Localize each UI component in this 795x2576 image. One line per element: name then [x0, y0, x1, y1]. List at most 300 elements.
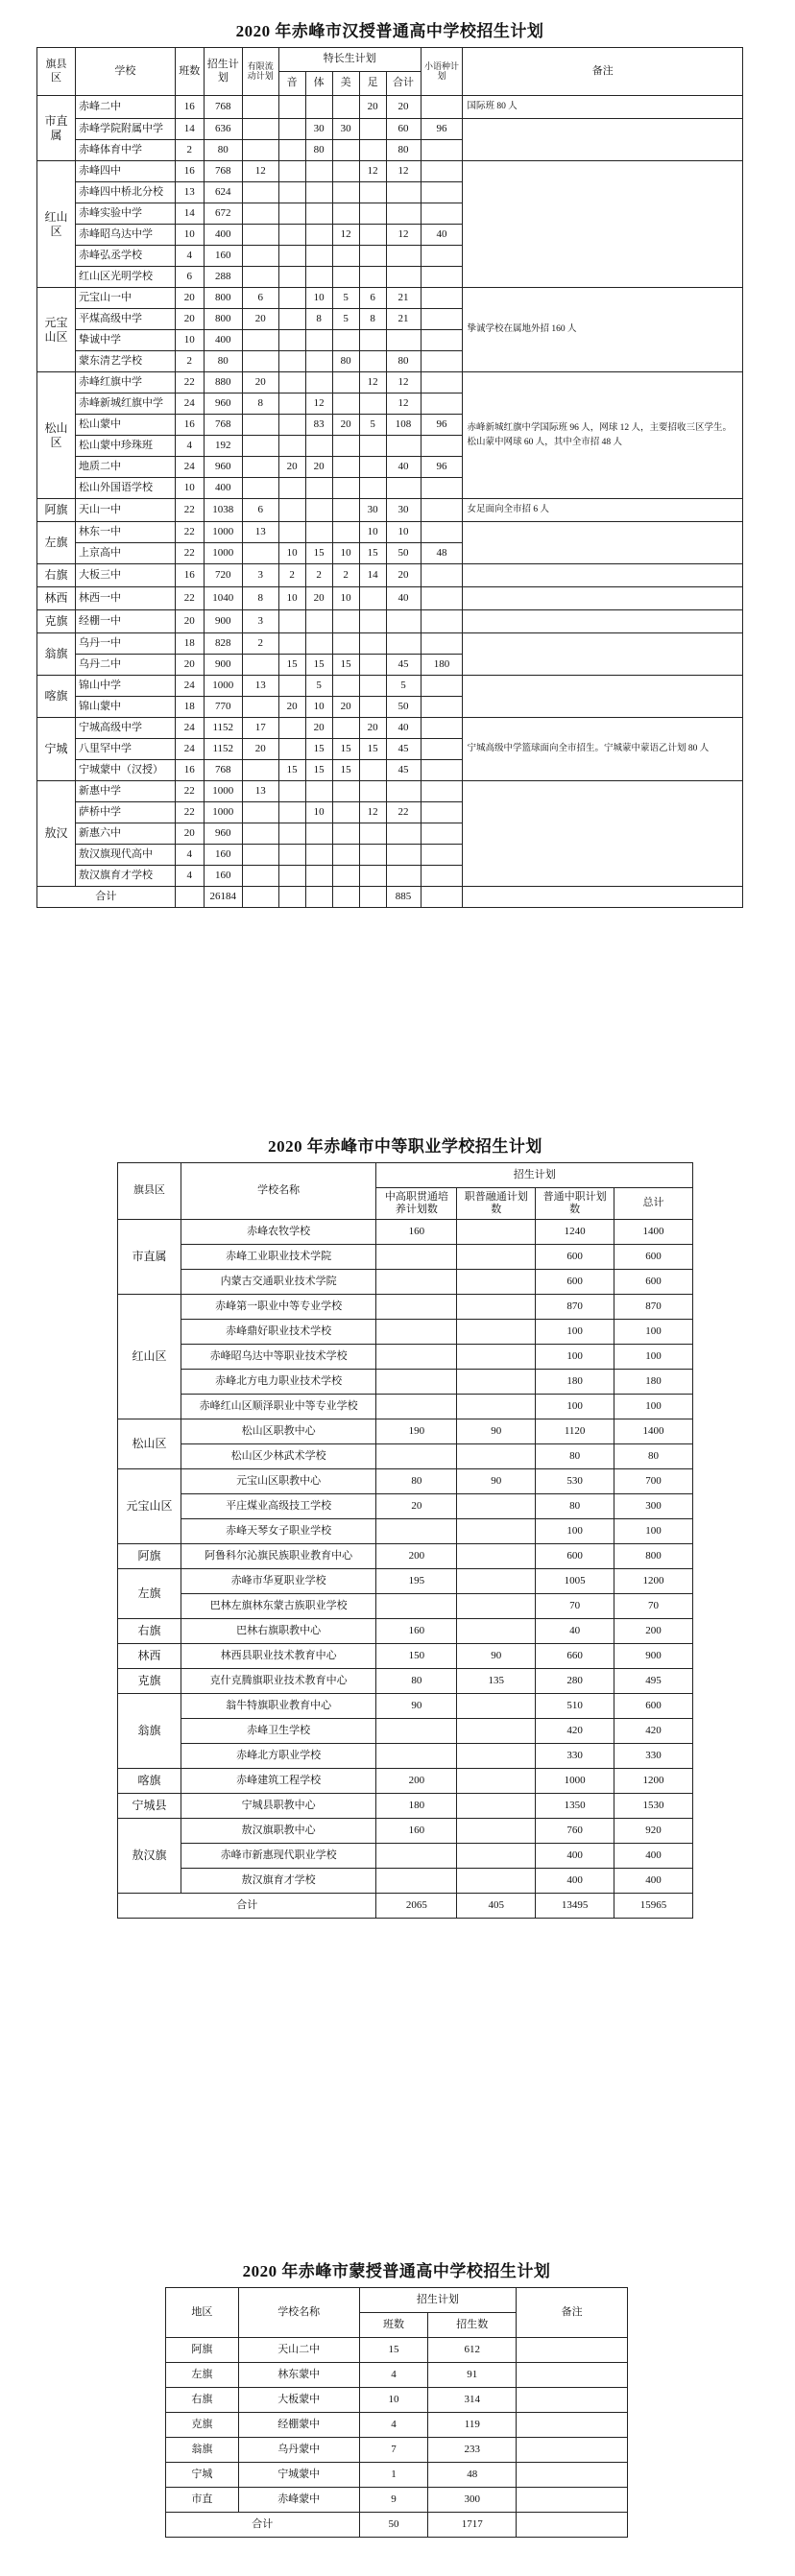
flow-plan	[242, 96, 278, 119]
special-music	[278, 119, 305, 140]
school-name: 上京高中	[75, 543, 175, 564]
remark-cell	[463, 781, 743, 887]
flow-plan	[242, 330, 278, 351]
col-music: 音	[278, 72, 305, 96]
col-school: 学校名称	[238, 2288, 359, 2338]
special-music	[278, 140, 305, 161]
total-plan: 80	[614, 1444, 693, 1469]
district-cell: 克旗	[37, 610, 76, 633]
total-all: 15965	[614, 1894, 693, 1919]
special-art	[332, 203, 359, 225]
special-subtotal: 40	[386, 718, 421, 739]
regular-plan: 1350	[536, 1794, 614, 1819]
mengshou-table	[165, 2287, 628, 2538]
school-name: 乌丹蒙中	[238, 2438, 359, 2463]
col-merge: 职普融通计划数	[457, 1188, 536, 1220]
special-art	[332, 610, 359, 633]
class-count: 2	[175, 140, 204, 161]
table-row	[118, 1719, 693, 1744]
gaozhong-table	[36, 47, 743, 908]
regular-plan: 600	[536, 1270, 614, 1295]
enroll-plan: 1152	[204, 718, 242, 739]
regular-plan: 100	[536, 1345, 614, 1370]
special-music	[278, 351, 305, 372]
special-football: 30	[359, 499, 386, 522]
class-count: 7	[359, 2438, 428, 2463]
special-subtotal: 21	[386, 288, 421, 309]
integrated-plan: 90	[376, 1694, 457, 1719]
class-count: 4	[359, 2413, 428, 2438]
minor-lang-plan: 96	[421, 119, 463, 140]
blank-cell	[332, 887, 359, 908]
gaozhong-title: 2020 年赤峰市汉授普通高中学校招生计划	[235, 22, 544, 40]
special-music	[278, 96, 305, 119]
integrated-plan	[376, 1295, 457, 1320]
merge-plan	[457, 1295, 536, 1320]
school-name: 赤峰红山区顺泽职业中等专业学校	[181, 1395, 376, 1419]
regular-plan: 100	[536, 1395, 614, 1419]
flow-plan	[242, 823, 278, 845]
integrated-plan	[376, 1844, 457, 1869]
table-row	[118, 1794, 693, 1819]
class-count: 22	[175, 522, 204, 543]
regular-plan: 600	[536, 1245, 614, 1270]
total-plan: 1530	[614, 1794, 693, 1819]
special-music: 20	[278, 697, 305, 718]
school-name: 元宝山一中	[75, 288, 175, 309]
special-art	[332, 330, 359, 351]
special-art	[332, 182, 359, 203]
special-football: 5	[359, 415, 386, 436]
remark-cell	[463, 676, 743, 718]
merge-plan	[457, 1719, 536, 1744]
table-row	[166, 2388, 628, 2413]
school-name: 林西县职业技术教育中心	[181, 1644, 376, 1669]
special-subtotal: 12	[386, 372, 421, 394]
minor-lang-plan	[421, 499, 463, 522]
special-subtotal: 21	[386, 309, 421, 330]
total-integrated: 2065	[376, 1894, 457, 1919]
enroll-count: 233	[428, 2438, 517, 2463]
flow-plan: 13	[242, 781, 278, 802]
special-football: 12	[359, 802, 386, 823]
minor-lang-plan	[421, 182, 463, 203]
total-plan: 920	[614, 1819, 693, 1844]
total-plan: 600	[614, 1245, 693, 1270]
special-football	[359, 203, 386, 225]
special-subtotal: 12	[386, 225, 421, 246]
remark-cell	[517, 2438, 628, 2463]
merge-plan: 135	[457, 1669, 536, 1694]
special-music	[278, 866, 305, 887]
class-count: 10	[359, 2388, 428, 2413]
special-sport	[305, 610, 332, 633]
total-row	[166, 2513, 628, 2538]
special-music	[278, 781, 305, 802]
table-row	[37, 161, 743, 182]
enroll-plan: 960	[204, 457, 242, 478]
district-cell: 左旗	[37, 522, 76, 564]
special-music	[278, 309, 305, 330]
flow-plan	[242, 225, 278, 246]
special-art	[332, 372, 359, 394]
minor-lang-plan	[421, 845, 463, 866]
school-name: 赤峰体育中学	[75, 140, 175, 161]
integrated-plan	[376, 1395, 457, 1419]
district-cell: 市直属	[37, 96, 76, 161]
special-art	[332, 633, 359, 655]
merge-plan	[457, 1494, 536, 1519]
special-sport: 20	[305, 718, 332, 739]
special-music	[278, 330, 305, 351]
district-cell: 松山区	[37, 372, 76, 499]
special-football	[359, 587, 386, 610]
integrated-plan: 150	[376, 1644, 457, 1669]
minor-lang-plan	[421, 330, 463, 351]
class-count: 18	[175, 697, 204, 718]
special-subtotal: 10	[386, 522, 421, 543]
special-subtotal	[386, 182, 421, 203]
school-name: 经棚一中	[75, 610, 175, 633]
special-football	[359, 140, 386, 161]
integrated-plan: 80	[376, 1669, 457, 1694]
enroll-plan: 400	[204, 330, 242, 351]
special-subtotal	[386, 246, 421, 267]
class-count: 18	[175, 633, 204, 655]
flow-plan: 20	[242, 372, 278, 394]
table-row	[118, 1245, 693, 1270]
enroll-plan: 828	[204, 633, 242, 655]
minor-lang-plan	[421, 288, 463, 309]
special-subtotal	[386, 478, 421, 499]
enroll-plan: 636	[204, 119, 242, 140]
district-cell: 右旗	[118, 1619, 181, 1644]
flow-plan	[242, 351, 278, 372]
school-name: 赤峰市华夏职业学校	[181, 1569, 376, 1594]
total-row	[37, 887, 743, 908]
special-art	[332, 522, 359, 543]
special-sport	[305, 161, 332, 182]
enroll-plan: 770	[204, 697, 242, 718]
minor-lang-plan	[421, 781, 463, 802]
special-subtotal	[386, 823, 421, 845]
special-sport: 15	[305, 739, 332, 760]
mengshou-body	[166, 2338, 628, 2538]
class-count: 24	[175, 718, 204, 739]
total-plan: 1400	[614, 1419, 693, 1444]
table-row	[166, 2363, 628, 2388]
total-plan: 26184	[204, 887, 242, 908]
flow-plan	[242, 140, 278, 161]
special-music	[278, 161, 305, 182]
remark-cell	[463, 564, 743, 587]
col-sport: 体	[305, 72, 332, 96]
school-name: 林东一中	[75, 522, 175, 543]
total-plan: 1200	[614, 1769, 693, 1794]
flow-plan: 13	[242, 522, 278, 543]
flow-plan: 17	[242, 718, 278, 739]
district-cell: 红山区	[37, 161, 76, 288]
special-football: 8	[359, 309, 386, 330]
class-count: 16	[175, 564, 204, 587]
school-name: 林东蒙中	[238, 2363, 359, 2388]
special-art: 15	[332, 655, 359, 676]
col-remark: 备注	[517, 2288, 628, 2338]
special-sport: 83	[305, 415, 332, 436]
special-art	[332, 499, 359, 522]
regular-plan: 530	[536, 1469, 614, 1494]
integrated-plan	[376, 1345, 457, 1370]
special-art	[332, 140, 359, 161]
regular-plan: 80	[536, 1494, 614, 1519]
special-art: 10	[332, 587, 359, 610]
header-row	[118, 1163, 693, 1188]
special-football	[359, 845, 386, 866]
class-count: 16	[175, 760, 204, 781]
flow-plan	[242, 543, 278, 564]
district-cell: 市直	[166, 2488, 239, 2513]
special-art	[332, 718, 359, 739]
remark-cell	[517, 2513, 628, 2538]
regular-plan: 1240	[536, 1220, 614, 1245]
total-plan: 1400	[614, 1220, 693, 1245]
special-subtotal	[386, 267, 421, 288]
integrated-plan	[376, 1270, 457, 1295]
school-name: 蒙东清艺学校	[75, 351, 175, 372]
class-count: 10	[175, 225, 204, 246]
special-sport	[305, 182, 332, 203]
merge-plan	[457, 1869, 536, 1894]
special-music: 10	[278, 543, 305, 564]
district-cell: 阿旗	[118, 1544, 181, 1569]
class-count: 4	[359, 2363, 428, 2388]
enroll-plan: 768	[204, 415, 242, 436]
school-name: 阿鲁科尔沁旗民族职业教育中心	[181, 1544, 376, 1569]
school-name: 天山二中	[238, 2338, 359, 2363]
regular-plan: 600	[536, 1544, 614, 1569]
enroll-plan: 400	[204, 478, 242, 499]
enroll-plan: 768	[204, 161, 242, 182]
special-art: 20	[332, 697, 359, 718]
minor-lang-plan: 40	[421, 225, 463, 246]
school-name: 赤峰蒙中	[238, 2488, 359, 2513]
integrated-plan: 180	[376, 1794, 457, 1819]
school-name: 赤峰昭乌达中等职业技术学校	[181, 1345, 376, 1370]
special-art	[332, 866, 359, 887]
blank-cell	[359, 887, 386, 908]
col-school: 学校	[75, 48, 175, 96]
enroll-plan: 288	[204, 267, 242, 288]
flow-plan	[242, 182, 278, 203]
flow-plan	[242, 203, 278, 225]
table-row	[118, 1395, 693, 1419]
regular-plan: 80	[536, 1444, 614, 1469]
regular-plan: 870	[536, 1295, 614, 1320]
minor-lang-plan	[421, 739, 463, 760]
special-sport	[305, 823, 332, 845]
special-football: 10	[359, 522, 386, 543]
school-name: 经棚蒙中	[238, 2413, 359, 2438]
special-football	[359, 394, 386, 415]
special-subtotal: 50	[386, 543, 421, 564]
flow-plan	[242, 866, 278, 887]
school-name: 翁牛特旗职业教育中心	[181, 1694, 376, 1719]
minor-lang-plan	[421, 802, 463, 823]
special-subtotal: 30	[386, 499, 421, 522]
flow-plan	[242, 655, 278, 676]
integrated-plan: 200	[376, 1544, 457, 1569]
special-sport: 15	[305, 543, 332, 564]
merge-plan	[457, 1569, 536, 1594]
flow-plan	[242, 478, 278, 499]
mengshou-title: 2020 年赤峰市蒙授普通高中学校招生计划	[242, 2262, 551, 2280]
district-cell: 宁城	[166, 2463, 239, 2488]
total-classes: 50	[359, 2513, 428, 2538]
school-name: 新惠中学	[75, 781, 175, 802]
table-row	[118, 1569, 693, 1594]
col-classes: 班数	[359, 2313, 428, 2338]
school-name: 赤峰北方职业学校	[181, 1744, 376, 1769]
school-name: 宁城蒙中（汉授）	[75, 760, 175, 781]
enroll-plan: 80	[204, 140, 242, 161]
special-music	[278, 676, 305, 697]
school-name: 赤峰建筑工程学校	[181, 1769, 376, 1794]
special-sport: 20	[305, 587, 332, 610]
integrated-plan: 20	[376, 1494, 457, 1519]
regular-plan: 100	[536, 1519, 614, 1544]
col-remark: 备注	[463, 48, 743, 96]
special-subtotal: 12	[386, 161, 421, 182]
enroll-plan: 800	[204, 309, 242, 330]
integrated-plan	[376, 1370, 457, 1395]
district-cell: 敖汉	[37, 781, 76, 887]
special-football	[359, 119, 386, 140]
district-cell: 右旗	[166, 2388, 239, 2413]
class-count: 24	[175, 739, 204, 760]
zhongzhi-section	[117, 1133, 693, 1919]
special-sport	[305, 351, 332, 372]
special-sport	[305, 436, 332, 457]
merge-plan	[457, 1694, 536, 1719]
minor-lang-plan	[421, 140, 463, 161]
special-music	[278, 182, 305, 203]
special-subtotal: 80	[386, 140, 421, 161]
remark-cell	[517, 2388, 628, 2413]
district-cell: 翁旗	[118, 1694, 181, 1769]
table-row	[37, 610, 743, 633]
school-name: 松山区职教中心	[181, 1419, 376, 1444]
col-flow: 有限流动计划	[242, 48, 278, 96]
flow-plan	[242, 119, 278, 140]
minor-lang-plan: 48	[421, 543, 463, 564]
school-name: 挚诚中学	[75, 330, 175, 351]
school-name: 宁城高级中学	[75, 718, 175, 739]
regular-plan: 510	[536, 1694, 614, 1719]
enroll-plan: 1000	[204, 781, 242, 802]
remark-cell: 挚诚学校在属地外招 160 人	[463, 288, 743, 372]
enroll-plan: 1040	[204, 587, 242, 610]
enroll-plan: 1038	[204, 499, 242, 522]
flow-plan	[242, 457, 278, 478]
col-minor-lang: 小语种计划	[421, 48, 463, 96]
col-total: 总计	[614, 1188, 693, 1220]
special-subtotal: 80	[386, 351, 421, 372]
flow-plan	[242, 697, 278, 718]
special-music	[278, 246, 305, 267]
special-subtotal: 40	[386, 457, 421, 478]
table-row	[166, 2438, 628, 2463]
total-plan: 600	[614, 1694, 693, 1719]
special-sport	[305, 781, 332, 802]
special-sport	[305, 522, 332, 543]
enroll-plan: 960	[204, 823, 242, 845]
total-plan: 870	[614, 1295, 693, 1320]
special-art	[332, 267, 359, 288]
minor-lang-plan	[421, 866, 463, 887]
special-subtotal: 45	[386, 655, 421, 676]
special-subtotal: 12	[386, 394, 421, 415]
col-plan: 招生计划	[204, 48, 242, 96]
minor-lang-plan	[421, 267, 463, 288]
district-cell: 市直属	[118, 1220, 181, 1295]
class-count: 4	[175, 436, 204, 457]
regular-plan: 280	[536, 1669, 614, 1694]
table-row	[166, 2413, 628, 2438]
special-subtotal	[386, 330, 421, 351]
special-sport: 20	[305, 457, 332, 478]
minor-lang-plan	[421, 697, 463, 718]
col-subtotal: 合计	[386, 72, 421, 96]
flow-plan: 8	[242, 394, 278, 415]
special-football	[359, 655, 386, 676]
special-art	[332, 781, 359, 802]
special-subtotal	[386, 633, 421, 655]
minor-lang-plan	[421, 676, 463, 697]
class-count: 10	[175, 478, 204, 499]
flow-plan	[242, 267, 278, 288]
special-art	[332, 436, 359, 457]
remark-cell	[463, 522, 743, 564]
remark-cell	[517, 2338, 628, 2363]
class-count: 4	[175, 246, 204, 267]
enroll-plan: 192	[204, 436, 242, 457]
school-name: 赤峰北方电力职业技术学校	[181, 1370, 376, 1395]
table-row	[118, 1594, 693, 1619]
special-music: 15	[278, 655, 305, 676]
special-football	[359, 225, 386, 246]
class-count: 14	[175, 203, 204, 225]
flow-plan	[242, 436, 278, 457]
merge-plan	[457, 1844, 536, 1869]
col-special: 特长生计划	[278, 48, 421, 72]
special-art	[332, 161, 359, 182]
enroll-plan: 800	[204, 288, 242, 309]
school-name: 乌丹一中	[75, 633, 175, 655]
gaozhong-section	[36, 17, 743, 908]
class-count: 13	[175, 182, 204, 203]
total-plan: 300	[614, 1494, 693, 1519]
table-row	[37, 499, 743, 522]
remark-cell	[463, 587, 743, 610]
special-football	[359, 676, 386, 697]
total-label: 合计	[37, 887, 176, 908]
special-football	[359, 633, 386, 655]
special-football	[359, 478, 386, 499]
school-name: 锦山蒙中	[75, 697, 175, 718]
minor-lang-plan	[421, 760, 463, 781]
special-music	[278, 522, 305, 543]
remark-cell: 国际班 80 人	[463, 96, 743, 119]
